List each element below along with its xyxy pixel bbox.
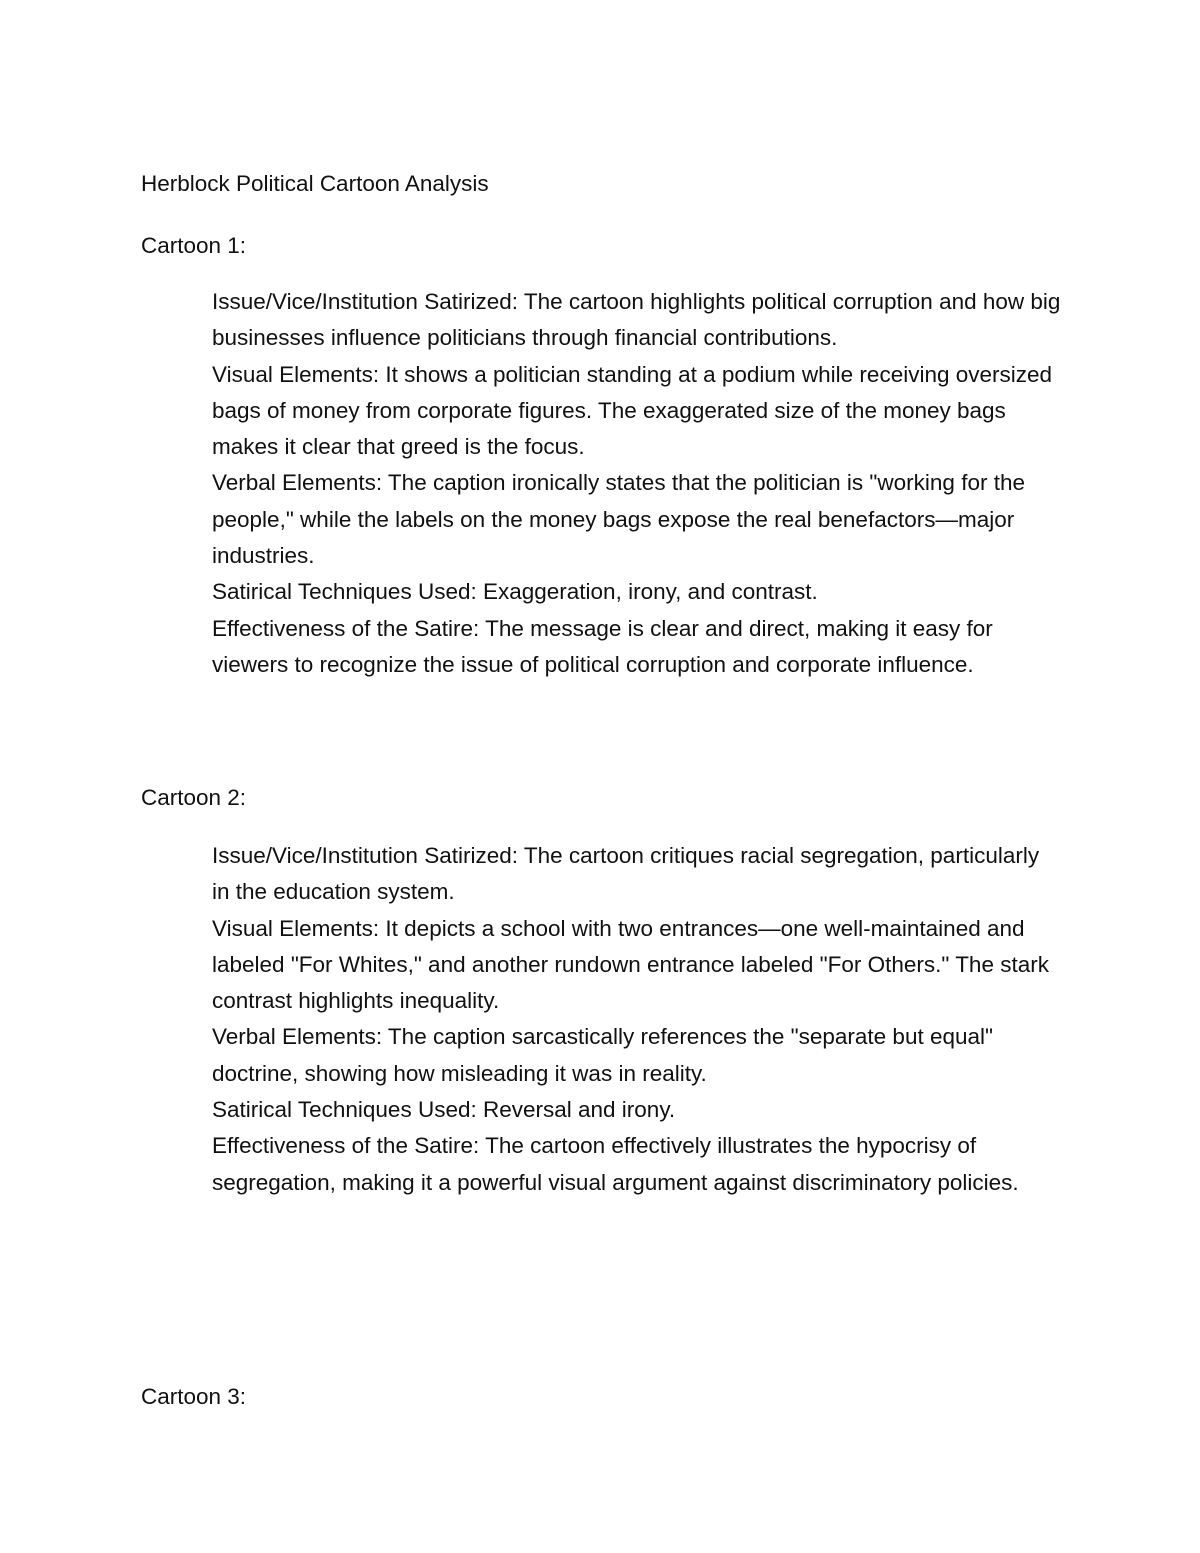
issue-satirized: Issue/Vice/Institution Satirized: The cartoon highlights political corruption and how big businesses influence politicians through financial contributions. <box>212 289 1061 351</box>
visual-elements: Visual Elements: It depicts a school with two entrances—one well-maintained and labeled "For Whites," and another rundown entrance labeled "For Others." The stark contrast highlights inequality. <box>212 915 1049 1014</box>
document-title: Herblock Political Cartoon Analysis <box>141 171 489 196</box>
visual-elements: Visual Elements: It shows a politician standing at a podium while receiving oversized bags of money from corporate figures. The exaggerated size of the money bags makes it clear that greed is the focus. <box>212 361 1053 460</box>
cartoon-2-heading: Cartoon 2: <box>141 785 247 810</box>
verbal-elements: Verbal Elements: The caption ironically states that the politician is "working for the people," while the labels on the money bags expose the real benefactors—major industries. <box>212 470 1025 569</box>
verbal-elements: Verbal Elements: The caption sarcastically references the "separate but equal" doctrine, showing how misleading it was in reality. <box>212 1024 993 1086</box>
effectiveness: Effectiveness of the Satire: The cartoon effectively illustrates the hypocrisy of segregation, making it a powerful visual argument against discriminatory policies. <box>212 1133 1019 1195</box>
satirical-techniques: Satirical Techniques Used: Exaggeration, irony, and contrast. <box>212 579 818 605</box>
cartoon-1-analysis <box>212 284 1062 683</box>
issue-satirized: Issue/Vice/Institution Satirized: The cartoon critiques racial segregation, particularly in the education system. <box>212 843 1040 905</box>
cartoon-1-heading: Cartoon 1: <box>141 233 247 258</box>
cartoon-3-heading: Cartoon 3: <box>141 1384 247 1409</box>
cartoon-2-analysis <box>212 838 1062 1201</box>
effectiveness: Effectiveness of the Satire: The message is clear and direct, making it easy for viewers to recognize the issue of political corruption and corporate influence. <box>212 615 993 677</box>
satirical-techniques: Satirical Techniques Used: Reversal and irony. <box>212 1097 676 1123</box>
